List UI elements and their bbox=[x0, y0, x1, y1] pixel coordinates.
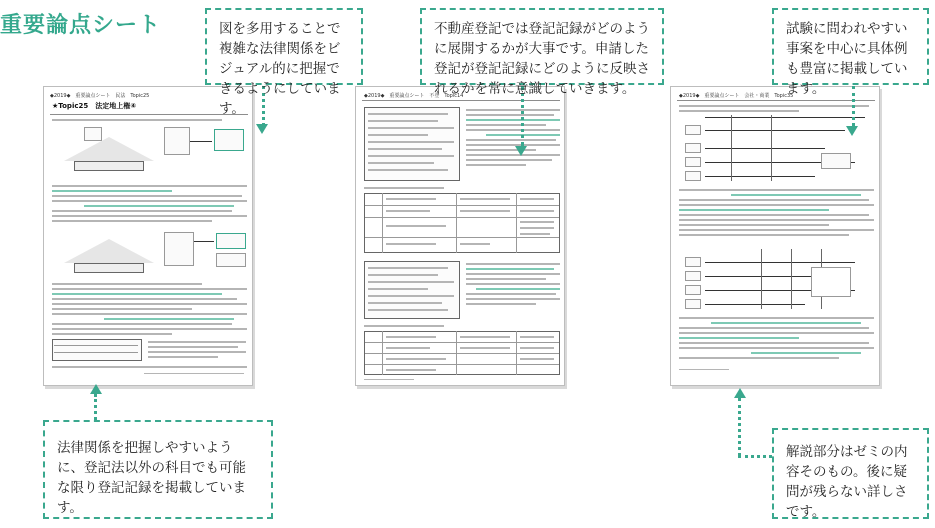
page-title: ★Topic25 法定地上権④ bbox=[52, 102, 137, 110]
connector-bottom-right-horizontal bbox=[738, 455, 772, 458]
callout-diagrams: 図を多用することで複雑な法律関係をビジュアル的に把握できるようにしています。 bbox=[205, 8, 363, 85]
connector-bottom-left bbox=[94, 394, 97, 420]
arrow-down-icon bbox=[515, 146, 527, 156]
arrow-down-icon bbox=[846, 126, 858, 136]
connector-bottom-right bbox=[738, 398, 741, 456]
arrow-up-icon bbox=[90, 384, 102, 394]
sample-page-civil-law bbox=[43, 86, 253, 386]
connector-top-right bbox=[852, 86, 855, 126]
brand-title: 重要論点シート bbox=[0, 13, 162, 38]
arrow-up-icon bbox=[734, 388, 746, 398]
arrow-down-icon bbox=[256, 124, 268, 134]
callout-examples: 試験に問われやすい事案を中心に具体例も豊富に掲載しています。 bbox=[772, 8, 929, 85]
sample-page-real-estate-registration bbox=[355, 86, 565, 386]
page-header: ◆2019◆ 重要論点シート 会社・商業 Topic35 bbox=[679, 93, 794, 99]
callout-registry-other-subjects: 法律関係を把握しやすいように、登記法以外の科目でも可能な限り登記記録を掲載しています。 bbox=[43, 420, 273, 519]
callout-explanations: 解説部分はゼミの内容そのもの。後に疑問が残らない詳しさです。 bbox=[772, 428, 929, 519]
page-header: ◆2019◆ 重要論点シート 民法 Topic25 bbox=[50, 93, 150, 99]
page-header: ◆2019◆ 重要論点シート 不登 Topic14 bbox=[364, 93, 464, 99]
callout-registry-records: 不動産登記では登記記録がどのように展開するかが大事です。申請した登記が登記記録にどのように反映されるかを常に意識していきます。 bbox=[420, 8, 664, 85]
